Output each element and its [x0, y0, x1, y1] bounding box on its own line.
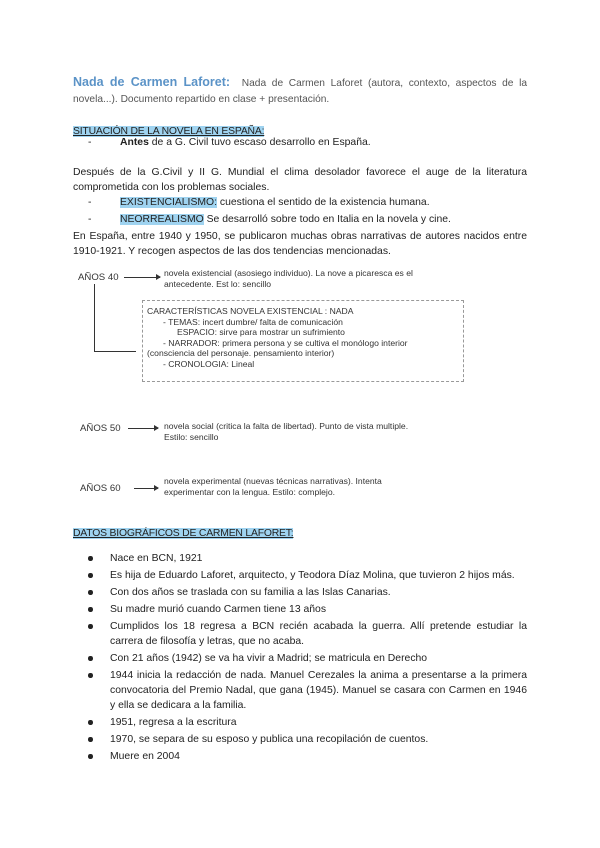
list-item — [110, 715, 527, 730]
list-item-text: Nace en BCN, 1921 — [110, 553, 203, 564]
bullet-dot — [88, 720, 93, 725]
characteristics-cronologia: - CRONOLOGIA: Lineal — [163, 358, 255, 369]
neorrealismo-label: NEORREALISMO — [120, 214, 204, 225]
list-item — [110, 732, 527, 747]
biography-bullets — [110, 551, 527, 764]
decade-label-40: AÑOS 40 — [78, 272, 119, 283]
list-item-text: 1951, regresa a la escritura — [110, 717, 237, 728]
list-item — [110, 749, 527, 764]
dash-marker: - — [88, 214, 92, 225]
decade-40-line1: novela existencial (asosiego individuo). La nove a picaresca es el — [164, 268, 413, 278]
biography-list — [110, 551, 527, 766]
decade-label-50: AÑOS 50 — [80, 423, 121, 434]
paragraph-postwar: Después de la G.Civil y II G. Mundial el clima desolador favorece el auge de la literatura comprometida con los problemas sociales. — [73, 167, 527, 193]
paragraph-espana: En España, entre 1940 y 1950, se publicaron muchas obras narrativas de autores nacidos entre 1910-1921. Y recogen aspectos de las dos tendencias mencionadas. — [73, 231, 527, 257]
list-item — [110, 585, 527, 600]
bullet-dot — [88, 754, 93, 759]
antes-text: de a G. Civil tuvo escaso desarrollo en España. — [148, 137, 371, 148]
decade-40-desc — [164, 268, 464, 289]
cronologia-text: CRONOLOGIA: Lineal — [168, 358, 255, 369]
list-item-text: Con 21 años (1942) se va ha vivir a Madrid; se matricula en Derecho — [110, 653, 428, 664]
document-intro: Nada de Carmen Laforet (autora, contexto, aspectos de la novela...). Documento repartido en clase + presentación. — [73, 78, 527, 105]
neorrealismo-line — [88, 212, 451, 227]
bullet-dot — [88, 556, 93, 561]
list-item — [110, 651, 527, 666]
arrow-60 — [134, 488, 158, 489]
antes-bold: Antes — [120, 137, 149, 148]
list-item-text: 1970, se separa de su esposo y publica una recopilación de cuentos. — [110, 734, 429, 745]
characteristics-narrador-2: (consciencia del personaje. pensamiento interior) — [147, 348, 335, 358]
list-item — [110, 551, 527, 566]
existencialismo-line — [88, 195, 430, 210]
decade-50-line2: Estilo: sencillo — [164, 431, 219, 442]
antes-line — [88, 135, 371, 150]
list-item — [110, 668, 527, 713]
section-heading-biografia-text: DATOS BIOGRÁFICOS DE CARMEN LAFORET: — [73, 528, 294, 539]
list-item — [110, 602, 527, 617]
bullet-dot — [88, 673, 93, 678]
connector-vertical — [94, 284, 95, 351]
list-item-text: Con dos años se traslada con su familia a las Islas Canarias. — [110, 587, 391, 598]
existencialismo-label: EXISTENCIALISMO: — [120, 197, 218, 208]
bullet-dot — [88, 573, 93, 578]
bullet-dot — [88, 624, 93, 629]
list-item-text: Su madre murió cuando Carmen tiene 13 años — [110, 604, 327, 615]
characteristics-content — [147, 306, 462, 369]
decade-60-desc — [164, 476, 464, 497]
characteristics-title: CARACTERÍSTICAS NOVELA EXISTENCIAL : NADA — [147, 306, 354, 316]
bullet-dot — [88, 607, 93, 612]
section-heading-novela-text: SITUACIÓN DE LA NOVELA EN ESPAÑA: — [73, 126, 265, 137]
decade-60-line2: experimentar con la lengua. Estilo: complejo. — [164, 486, 336, 497]
list-item-text: Es hija de Eduardo Laforet, arquitecto, y Teodora Díaz Molina, que tuvieron 2 hijos más. — [110, 570, 515, 581]
decade-label-60: AÑOS 60 — [80, 483, 121, 494]
arrow-50 — [128, 428, 158, 429]
list-item-text: Muere en 2004 — [110, 751, 180, 762]
arrow-40 — [124, 277, 160, 278]
narrador-text: NARRADOR: primera persona y se cultiva el monólogo interior — [168, 337, 408, 348]
list-item — [110, 568, 527, 583]
bullet-dot — [88, 737, 93, 742]
bullet-dot — [88, 656, 93, 661]
decade-40-line2: antecedente. Est lo: sencillo — [164, 278, 272, 289]
characteristics-temas: - TEMAS: incert dumbre/ falta de comunicación — [163, 316, 343, 327]
dash-marker: - — [88, 197, 92, 208]
existencialismo-text: cuestiona el sentido de la existencia humana. — [217, 197, 430, 208]
bullet-dot — [88, 590, 93, 595]
characteristics-espacio: ESPACIO: sirve para mostrar un sufrimiento — [177, 327, 345, 337]
document-title: Nada de Carmen Laforet: — [73, 75, 231, 89]
list-item — [110, 619, 527, 649]
characteristics-narrador: - NARRADOR: primera persona y se cultiva el monólogo interior — [163, 337, 408, 348]
document-header — [73, 74, 527, 108]
decade-60-line1: novela experimental (nuevas técnicas narrativas). Intenta — [164, 476, 382, 486]
temas-text: TEMAS: incert dumbre/ falta de comunicación — [168, 316, 343, 327]
section-heading-biografia — [73, 523, 293, 541]
list-item-text: 1944 inicia la redacción de nada. Manuel Cerezales la anima a presentarse a la primera convocatoria del Premio Nadal, que gana (1945). Manuel se casara con Carmen en 1946 y ella se dedicara a la familia. — [110, 670, 527, 711]
neorrealismo-text: Se desarrolló sobre todo en Italia en la novela y cine. — [203, 214, 451, 225]
decade-50-line1: novela social (critica la falta de libertad). Punto de vista multiple. — [164, 421, 409, 431]
connector-horizontal — [94, 351, 136, 352]
decade-50-desc — [164, 421, 464, 442]
dash-marker: - — [88, 137, 92, 148]
list-item-text: Cumplidos los 18 regresa a BCN recién acabada la guerra. Allí pretende estudiar la carrera de filosofía y letras, que no acaba. — [110, 621, 527, 647]
